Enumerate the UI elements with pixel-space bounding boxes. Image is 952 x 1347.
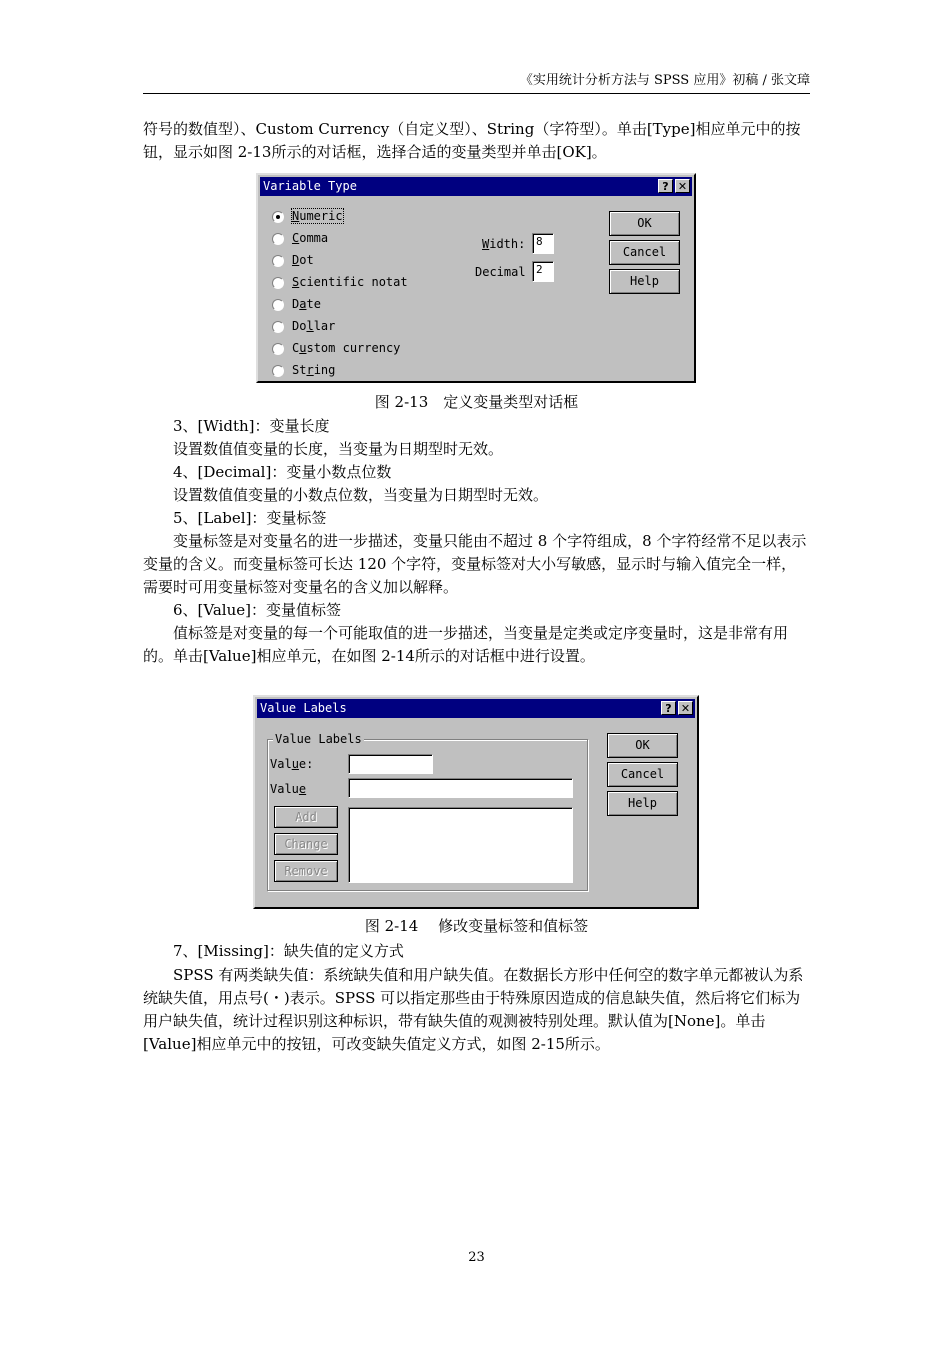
paragraph-label: 变量标签是对变量名的进一步描述，变量只能由不超过 8 个字符组成，8 个字符经常不足以表示变量的含义。而变量标签可长达 120 个字符，变量标签对大小写敏感，显示时与输入值完全一样，需要时可用变量标签对变量名的含义加以解释。 xyxy=(143,532,807,596)
value-label-input[interactable] xyxy=(348,778,573,798)
width-input[interactable]: 8 xyxy=(532,233,554,254)
dialog-title: Variable Type xyxy=(263,179,357,193)
radio-button[interactable] xyxy=(272,321,284,333)
heading-value: 6、[Value]：变量值标签 xyxy=(173,601,341,619)
change-button[interactable]: Change xyxy=(274,833,338,855)
radio-label: Numeric xyxy=(292,209,343,223)
radio-button[interactable] xyxy=(272,365,284,377)
page-number: 23 xyxy=(468,1250,485,1265)
ok-button[interactable]: OK xyxy=(609,211,680,236)
radio-button[interactable] xyxy=(272,233,284,245)
cancel-button[interactable]: Cancel xyxy=(609,240,680,265)
radio-label: Scientific notat xyxy=(292,275,408,289)
value-labels-group-title: Value Labels xyxy=(275,732,362,746)
paragraph-decimal: 设置数值值变量的小数点位数，当变量为日期型时无效。 xyxy=(173,486,549,504)
radio-button[interactable] xyxy=(272,299,284,311)
radio-label: Comma xyxy=(292,231,329,245)
value-input[interactable] xyxy=(348,754,433,774)
heading-width: 3、[Width]：变量长度 xyxy=(173,417,330,435)
radio-label: Date xyxy=(292,297,321,311)
variable-type-dialog xyxy=(256,173,696,383)
variable-type-titlebar xyxy=(260,177,692,196)
add-button[interactable]: Add xyxy=(274,806,338,828)
value-labels-dialog xyxy=(253,695,699,909)
paragraph-value: 值标签是对变量的每一个可能取值的进一步描述，当变量是定类或定序变量时，这是非常有用的。单击[Value]相应单元，在如图 2-14所示的对话框中进行设置。 xyxy=(143,624,789,665)
remove-button[interactable]: Remove xyxy=(274,860,338,882)
radio-button[interactable] xyxy=(272,343,284,355)
width-label: Width: xyxy=(482,237,526,251)
value-label-field-label: Value xyxy=(270,782,307,796)
close-icon[interactable]: ✕ xyxy=(678,701,693,715)
radio-label: Dollar xyxy=(292,319,336,333)
close-icon[interactable]: ✕ xyxy=(675,179,690,193)
help-button[interactable]: Help xyxy=(609,269,680,294)
decimal-input[interactable]: 2 xyxy=(532,261,554,282)
help-question-icon[interactable]: ? xyxy=(658,179,673,193)
decimal-label: Decimal xyxy=(475,265,526,279)
value-labels-titlebar xyxy=(257,699,695,718)
figure-2-14-caption: 图 2-14 修改变量标签和值标签 xyxy=(364,917,589,935)
paragraph-missing: SPSS 有两类缺失值：系统缺失值和用户缺失值。在数据长方形中任何空的数字单元都被认为系统缺失值，用点号(・)表示。SPSS 可以指定那些由于特殊原因造成的信息缺失值，然后将它们标为用户缺失值，统计过程识别这种标识，带有缺失值的观测被特别处理。默认值为[None]。单击[Value]相应单元中的按钮，可改变缺失值定义方式，如图 2-15所示。 xyxy=(143,966,804,1053)
heading-decimal: 4、[Decimal]：变量小数点位数 xyxy=(173,463,392,481)
heading-label: 5、[Label]：变量标签 xyxy=(173,509,327,527)
help-question-icon[interactable]: ? xyxy=(661,701,676,715)
value-labels-list[interactable] xyxy=(348,807,573,883)
help-button[interactable]: Help xyxy=(607,791,678,816)
header-rule xyxy=(143,93,810,94)
ok-button[interactable]: OK xyxy=(607,733,678,758)
radio-button[interactable] xyxy=(272,277,284,289)
radio-label: Dot xyxy=(292,253,314,267)
value-field-label: Value: xyxy=(270,757,314,771)
paragraph-width: 设置数值值变量的长度，当变量为日期型时无效。 xyxy=(173,440,504,458)
figure-2-13-caption: 图 2-13 定义变量类型对话框 xyxy=(374,393,579,411)
running-header: 《实用统计分析方法与 SPSS 应用》初稿 / 张文璋 xyxy=(519,73,810,88)
paragraph-type-intro: 符号的数值型）、Custom Currency（自定义型）、String（字符型）。单击[Type]相应单元中的按钮，显示如图 2-13所示的对话框，选择合适的变量类型并单击[OK]。 xyxy=(143,120,801,161)
cancel-button[interactable]: Cancel xyxy=(607,762,678,787)
radio-button[interactable] xyxy=(272,255,284,267)
radio-label: String xyxy=(292,363,336,377)
radio-label: Custom currency xyxy=(292,341,401,355)
heading-missing: 7、[Missing]：缺失值的定义方式 xyxy=(173,942,404,960)
dialog-title: Value Labels xyxy=(260,701,347,715)
radio-button[interactable] xyxy=(272,211,284,223)
